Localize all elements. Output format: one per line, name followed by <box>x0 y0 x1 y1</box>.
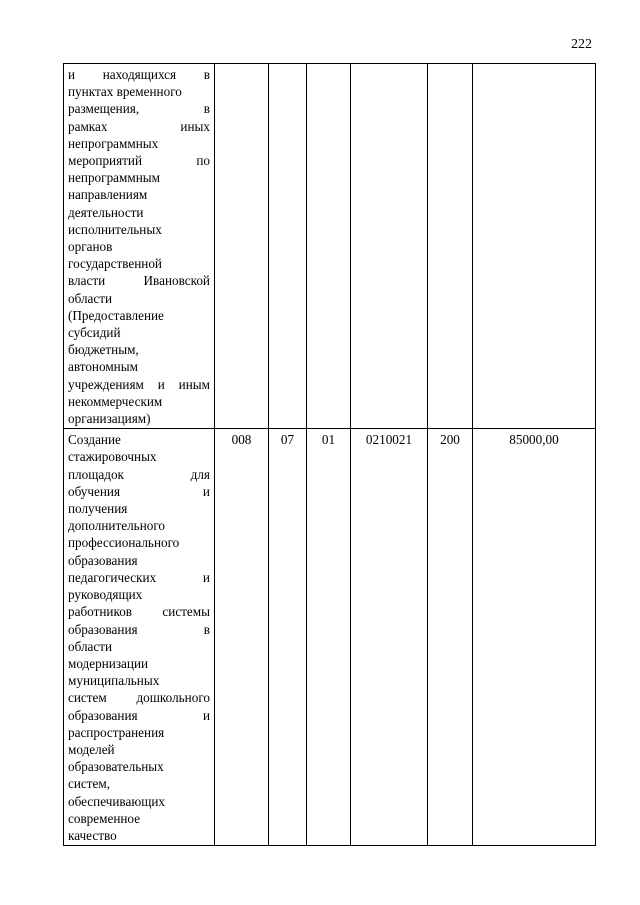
ministry-code-cell: 008 <box>215 429 269 846</box>
subsection-code-cell <box>307 64 351 429</box>
description-line: размещения, в <box>68 101 210 117</box>
section-code-cell: 07 <box>269 429 307 846</box>
description-line: образования в <box>68 621 210 637</box>
description-line: направлениям <box>68 187 148 203</box>
description-line: государственной <box>68 256 162 272</box>
description-line: педагогических и <box>68 569 210 585</box>
target-article-cell <box>351 64 428 429</box>
description-line: руководящих <box>68 587 143 603</box>
description-line: рамках иных <box>68 118 210 134</box>
description-line: области <box>68 290 113 306</box>
description-line: обучения и <box>68 483 210 499</box>
description-line: систем, <box>68 776 111 792</box>
description-line: непрограммных <box>68 135 159 151</box>
description-line: мероприятий по <box>68 153 210 169</box>
description-line: муниципальных <box>68 673 160 689</box>
description-line: деятельности <box>68 204 144 220</box>
description-line: площадок для <box>68 466 210 482</box>
description-line: образования и <box>68 707 210 723</box>
description-line: бюджетным, <box>68 342 139 358</box>
description-line: систем дошкольного <box>68 690 210 706</box>
description-line: некоммерческим <box>68 393 163 409</box>
description-cell <box>64 429 215 846</box>
ministry-code-cell <box>215 64 269 429</box>
expense-type-cell: 200 <box>428 429 473 846</box>
budget-table <box>63 63 596 846</box>
description-line: работников системы <box>68 604 210 620</box>
description-line: области <box>68 638 113 654</box>
target-article-cell: 0210021 <box>351 429 428 846</box>
description-line: организациям) <box>68 411 151 427</box>
description-line: (Предоставление <box>68 307 164 323</box>
description-line: дополнительного <box>68 518 166 534</box>
page-number: 222 <box>571 37 592 52</box>
description-cell <box>64 64 215 429</box>
description-line: органов <box>68 239 113 255</box>
description-line: распространения <box>68 724 165 740</box>
description-line: субсидий <box>68 325 121 341</box>
subsection-code-cell: 01 <box>307 429 351 846</box>
description-line: исполнительных <box>68 221 162 237</box>
description-line: образования <box>68 552 138 568</box>
description-line: качество <box>68 827 117 843</box>
amount-cell: 85000,00 <box>473 429 596 846</box>
description-line: моделей <box>68 741 115 757</box>
description-line: модернизации <box>68 655 149 671</box>
description-line: пунктах временного <box>68 84 182 100</box>
description-line: современное <box>68 810 141 826</box>
description-line: стажировочных <box>68 449 157 465</box>
description-line: получения <box>68 501 128 517</box>
description-line: непрограммным <box>68 170 160 186</box>
amount-cell <box>473 64 596 429</box>
description-line: обеспечивающих <box>68 793 165 809</box>
description-line: власти Ивановской <box>68 273 210 289</box>
description-line: автономным <box>68 359 138 375</box>
description-line: учреждениям и иным <box>68 376 210 392</box>
table-row <box>64 64 596 429</box>
description-line: образовательных <box>68 759 164 775</box>
description-line: и находящихся в <box>68 67 210 82</box>
expense-type-cell <box>428 64 473 429</box>
description-line: профессионального <box>68 535 180 551</box>
description-line: Создание <box>68 432 121 448</box>
section-code-cell <box>269 64 307 429</box>
table-row <box>64 429 596 846</box>
